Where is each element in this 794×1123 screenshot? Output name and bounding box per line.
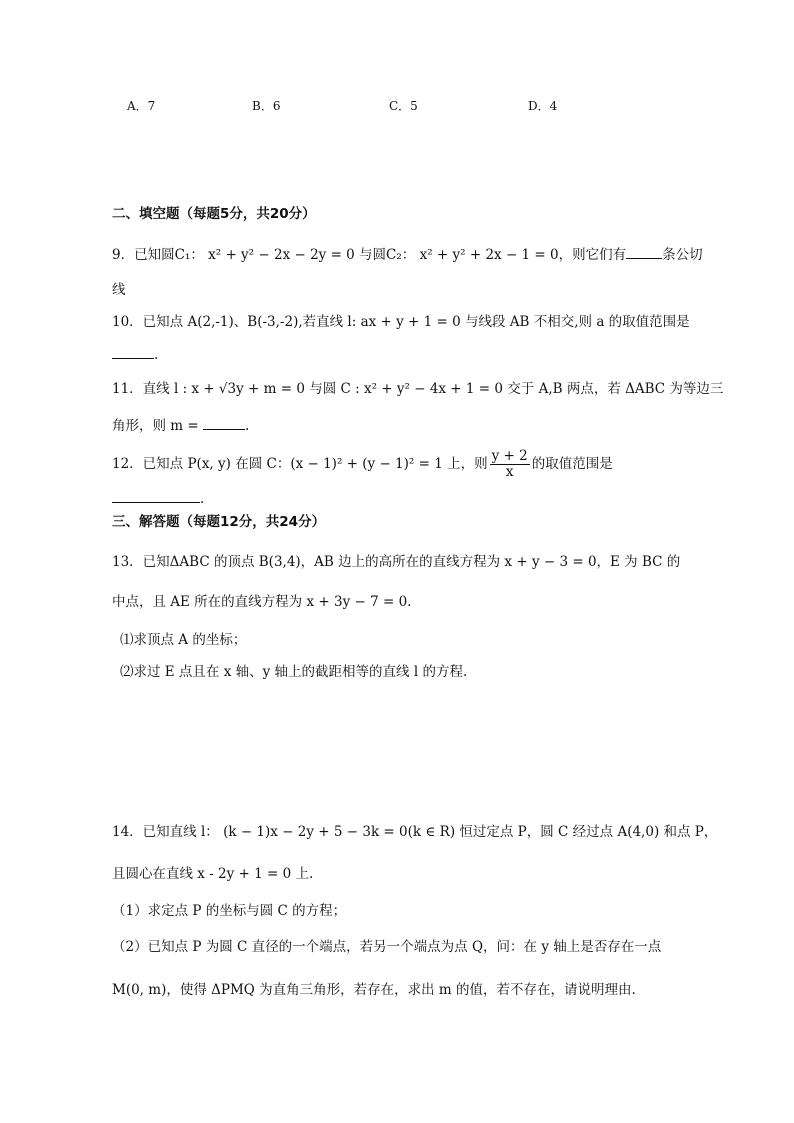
question-13-part-2: ⑵求过 E 点且在 x 轴、y 轴上的截距相等的直线 l 的方程. xyxy=(120,664,468,680)
question-10-end: . xyxy=(154,347,159,363)
question-14-part-2-line-2: M(0, m)，使得 ΔPMQ 为直角三角形，若存在，求出 m 的值，若不存在，请说明理由. xyxy=(112,982,636,998)
question-12-line-2 xyxy=(112,488,204,509)
question-13-line-2: 中点，且 AE 所在的直线方程为 x + 3y − 7 = 0. xyxy=(112,594,412,610)
question-10-line-1: 10．已知点 A(2,-1)、B(-3,-2),若直线 l: ax + y + 1 = 0 与线段 AB 不相交,则 a 的取值范围是 xyxy=(112,314,690,330)
option-b: B．6 xyxy=(252,99,281,113)
question-14-line-1: 14．已知直线 l： (k − 1)x − 2y + 5 − 3k = 0(k ∈ R) 恒过定点 P，圆 C 经过点 A(4,0) 和点 P， xyxy=(112,824,718,840)
question-14-part-2-line-1: （2）已知点 P 为圆 C 直径的一个端点，若另一个端点为点 Q，问：在 y 轴上是否存在一点 xyxy=(112,939,662,955)
question-9-line-1 xyxy=(112,244,703,265)
section-2-heading: 二、填空题（每题5分，共20分） xyxy=(112,206,316,222)
question-11-text: 角形，则 m = xyxy=(112,418,199,434)
option-c: C．5 xyxy=(389,99,418,113)
question-14-part-1: （1）求定点 P 的坐标与圆 C 的方程； xyxy=(112,903,347,919)
question-9-text-end: 条公切 xyxy=(662,247,703,263)
fraction-denominator: x xyxy=(505,464,514,480)
answer-blank xyxy=(112,488,200,503)
section-3-heading: 三、解答题（每题12分，共24分） xyxy=(112,514,326,530)
option-a: A．7 xyxy=(127,99,156,113)
fraction-numerator: y + 2 xyxy=(491,448,528,464)
answer-blank xyxy=(626,244,662,259)
question-13-line-1: 13．已知ΔABC 的顶点 B(3,4)，AB 边上的高所在的直线方程为 x + y − 3 = 0，E 为 BC 的 xyxy=(112,554,681,570)
question-11-line-2 xyxy=(112,415,249,436)
answer-options-row xyxy=(0,97,794,117)
question-14-line-2: 且圆心在直线 x - 2y + 1 = 0 上. xyxy=(112,866,314,882)
question-12-line-1 xyxy=(112,448,613,480)
answer-blank xyxy=(203,415,245,430)
question-13-part-1: ⑴求顶点 A 的坐标； xyxy=(120,632,247,648)
question-12-text: 12．已知点 P(x, y) 在圆 C：(x − 1)² + (y − 1)² = 1 上，则 xyxy=(112,456,488,472)
question-12-end: . xyxy=(200,491,205,507)
question-10-line-2 xyxy=(112,344,158,365)
question-12-text-end: 的取值范围是 xyxy=(531,456,613,472)
option-d: D．4 xyxy=(528,99,558,113)
question-9-line-2: 线 xyxy=(112,282,126,298)
question-11-end: . xyxy=(245,418,250,434)
question-11-line-1: 11．直线 l : x + √3y + m = 0 与圆 C : x² + y² − 4x + 1 = 0 交于 A,B 两点，若 ΔABC 为等边三 xyxy=(112,381,724,397)
fraction xyxy=(490,449,530,480)
answer-blank xyxy=(112,344,154,359)
question-9-text: 9．已知圆C₁： x² + y² − 2x − 2y = 0 与圆C₂： x² + y² + 2x − 1 = 0，则它们有 xyxy=(112,247,627,263)
